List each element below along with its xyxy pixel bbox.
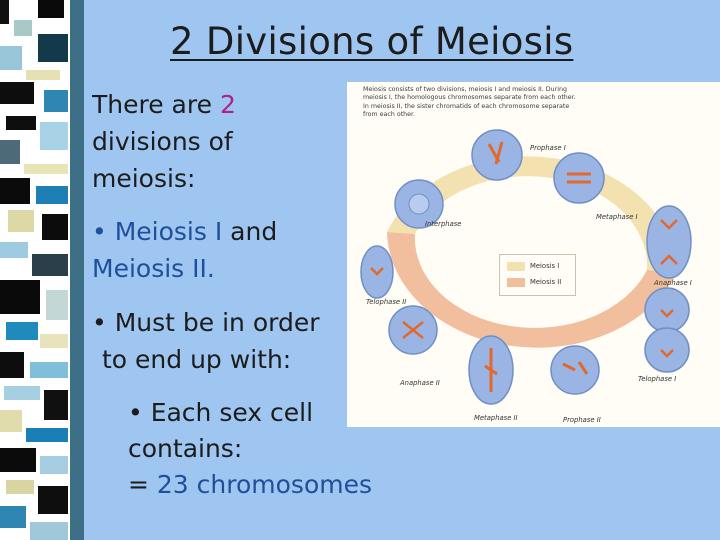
cell-prophase-2: [551, 346, 599, 394]
bullet-sex-cell-line-2: contains:: [128, 434, 243, 463]
legend-label-meiosis-2: Meiosis II: [530, 278, 562, 286]
stage-label-prophase-1: Prophase I: [530, 144, 566, 152]
stage-label-anaphase-2: Anaphase II: [400, 379, 440, 387]
stage-label-metaphase-1: Metaphase I: [596, 213, 638, 221]
bullet-sex-cell-line-3: [128, 470, 372, 500]
bullet-meiosis-line-1: [92, 217, 277, 247]
stage-label-metaphase-2: Metaphase II: [474, 414, 518, 422]
stage-label-prophase-2: Prophase II: [563, 416, 601, 424]
meiosis-ii-term: Meiosis II.: [92, 254, 215, 283]
chromosome-count: 23: [156, 470, 189, 499]
figure-caption: Meiosis consists of two divisions, meiosis I and meiosis II. During meiosis I, the homologous chromosomes separate from each other. In meiosis II, the sister chromatids of each chromosome separate from each other.: [363, 86, 576, 119]
intro-prefix: There are: [92, 90, 220, 119]
intro-line-2: divisions of: [92, 127, 233, 156]
intro-line-3: meiosis:: [92, 164, 196, 193]
stage-label-anaphase-1: Anaphase I: [654, 279, 692, 287]
bullet-order-line-2: to end up with:: [102, 345, 292, 374]
bullet-sex-cell-line-1: • Each sex cell: [128, 398, 314, 427]
cell-telophase-2: [361, 246, 393, 298]
legend-swatch-meiosis-1: [507, 262, 525, 271]
division-count: 2: [219, 90, 236, 119]
equals-sign: =: [128, 470, 157, 499]
figure-legend: [499, 254, 576, 296]
and-word: and: [222, 217, 278, 246]
stage-label-interphase: Interphase: [425, 220, 462, 228]
chromosome-word: chromosomes: [188, 470, 373, 499]
decorative-stripe-bar: [0, 0, 84, 540]
legend-swatch-meiosis-2: [507, 278, 525, 287]
stage-label-telophase-2: Telophase II: [366, 298, 407, 306]
cell-anaphase-2: [389, 306, 437, 354]
slide-title: 2 Divisions of Meiosis: [170, 20, 574, 63]
cell-prophase-1: [472, 130, 522, 180]
stage-label-telophase-1: Telophase I: [638, 375, 677, 383]
cell-metaphase-1: [554, 153, 604, 203]
intro-line-1: [92, 90, 236, 120]
meiosis-i-term: • Meiosis I: [92, 217, 223, 246]
cell-metaphase-2: [469, 336, 513, 404]
cell-telophase-1: [645, 288, 689, 372]
bullet-order-line-1: • Must be in order: [92, 308, 320, 337]
cell-anaphase-1: [647, 206, 691, 278]
legend-label-meiosis-1: Meiosis I: [530, 262, 560, 270]
meiosis-cycle-figure: [347, 82, 720, 427]
